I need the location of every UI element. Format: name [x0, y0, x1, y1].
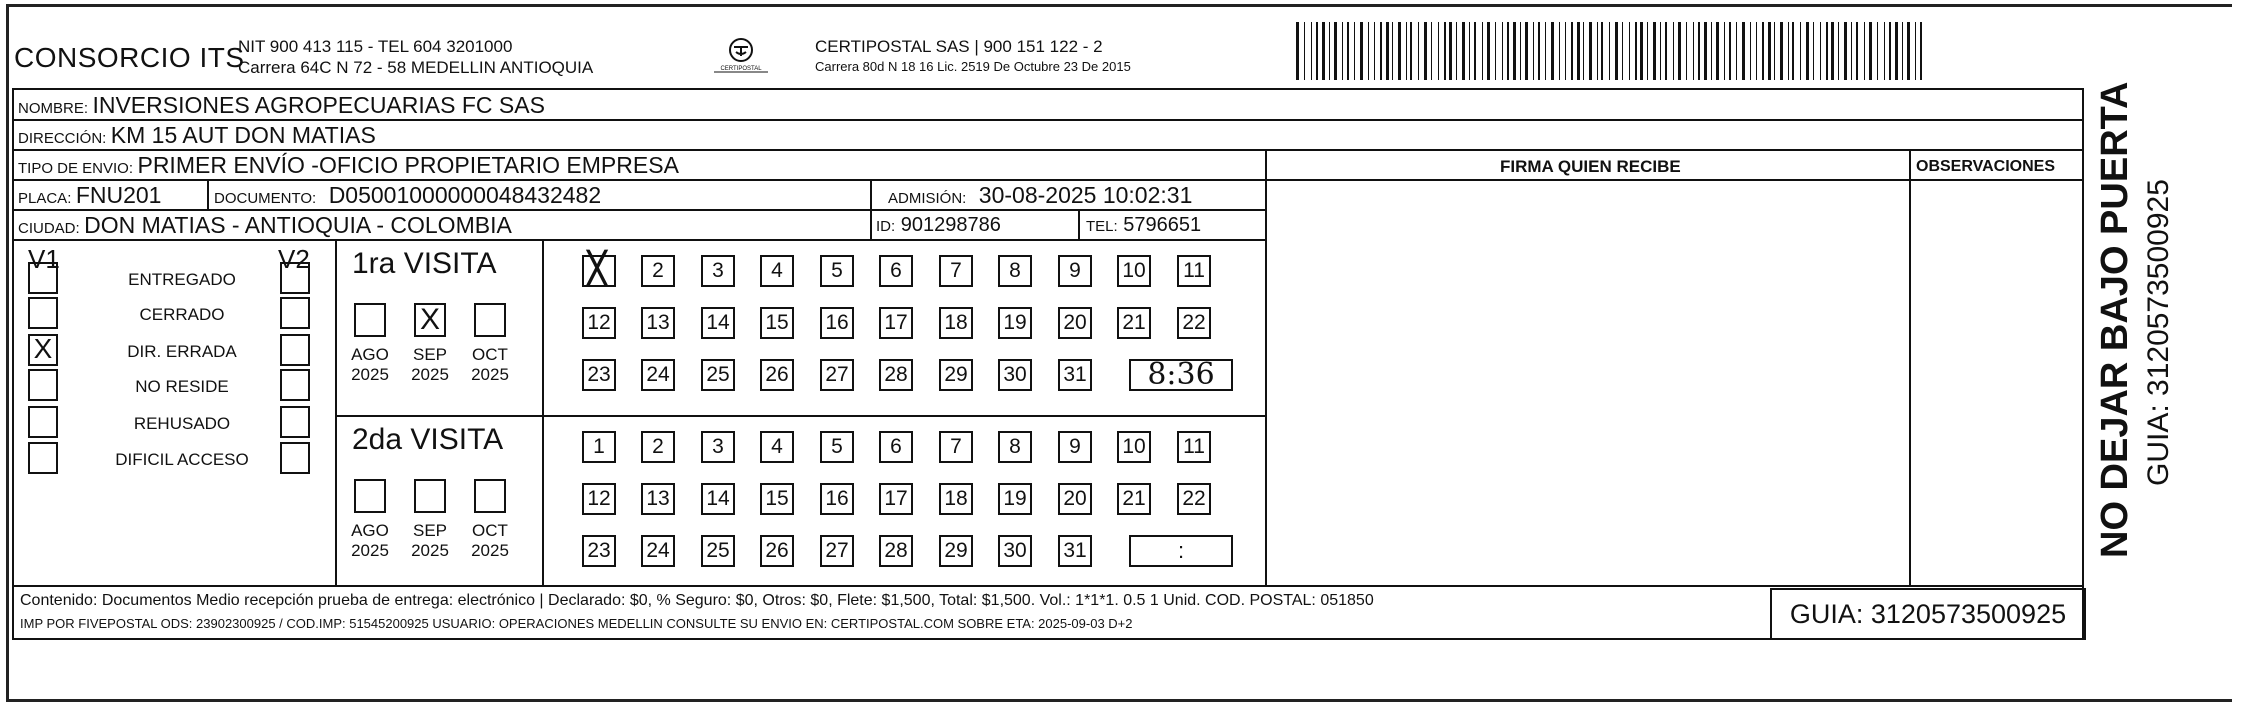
status-v1-checkbox[interactable]: [28, 442, 58, 474]
day-box[interactable]: 10: [1117, 431, 1151, 463]
day-box[interactable]: 31: [1058, 359, 1092, 391]
status-v2-checkbox[interactable]: [280, 334, 310, 366]
status-label: DIR. ERRADA: [127, 342, 237, 361]
status-v2-checkbox[interactable]: [280, 369, 310, 401]
status-label: NO RESIDE: [135, 377, 229, 396]
barcode: [1296, 22, 1932, 80]
day-box[interactable]: 2: [641, 255, 675, 287]
month-caption: [464, 345, 516, 385]
month-year: 2025: [471, 541, 509, 560]
visit-time-box[interactable]: 8:36: [1129, 359, 1233, 391]
status-label: REHUSADO: [133, 414, 231, 433]
day-box[interactable]: 15: [760, 483, 794, 515]
month-year: 2025: [351, 365, 389, 384]
status-v1-checkbox[interactable]: [28, 406, 58, 438]
direccion-label: DIRECCIÓN:: [18, 130, 107, 147]
no-dejar-bajo-puerta: NO DEJAR BAJO PUERTA: [2094, 81, 2136, 558]
month-checkbox[interactable]: [414, 479, 446, 513]
day-box[interactable]: 28: [879, 359, 913, 391]
day-box[interactable]: 13: [641, 307, 675, 339]
day-box[interactable]: 21: [1117, 307, 1151, 339]
day-box[interactable]: 12: [582, 307, 616, 339]
admision-row: [888, 181, 1192, 213]
direccion-row: [18, 121, 376, 153]
visit-title: 2da VISITA: [352, 423, 504, 456]
status-v2-checkbox[interactable]: [280, 442, 310, 474]
month-checkbox[interactable]: [474, 479, 506, 513]
tipo-envio-value: PRIMER ENVÍO -OFICIO PROPIETARIO EMPRESA: [137, 152, 679, 178]
day-box[interactable]: 2: [641, 431, 675, 463]
company-name: CONSORCIO ITS: [14, 42, 245, 73]
status-v2-checkbox[interactable]: [280, 297, 310, 329]
month-label: AGO: [351, 345, 389, 364]
day-box[interactable]: 29: [939, 359, 973, 391]
day-box[interactable]: 24: [641, 359, 675, 391]
month-caption: [464, 521, 516, 561]
day-box[interactable]: 26: [760, 535, 794, 567]
day-box[interactable]: 5: [820, 255, 854, 287]
id-value: 901298786: [900, 214, 1001, 236]
month-year: 2025: [471, 365, 509, 384]
v2-label: V2: [278, 244, 310, 274]
certipostal-logo: [706, 36, 776, 80]
status-v2-checkbox[interactable]: [280, 262, 310, 294]
day-box[interactable]: 3: [701, 255, 735, 287]
nombre-label: NOMBRE:: [18, 100, 89, 117]
documento-label: DOCUMENTO:: [214, 190, 317, 207]
tel-value: 5796651: [1123, 214, 1202, 236]
day-box[interactable]: 24: [641, 535, 675, 567]
day-box[interactable]: 9: [1058, 431, 1092, 463]
day-box[interactable]: 31: [1058, 535, 1092, 567]
visit-time-box[interactable]: :: [1129, 535, 1233, 567]
day-box[interactable]: 22: [1177, 307, 1211, 339]
month-label: SEP: [412, 345, 448, 364]
day-box[interactable]: 17: [879, 307, 913, 339]
month-label: AGO: [351, 521, 389, 540]
tipo-envio-row: [18, 151, 679, 183]
firma-label: FIRMA QUIEN RECIBE: [1500, 157, 1681, 176]
day-box[interactable]: 18: [939, 483, 973, 515]
day-box[interactable]: 3: [701, 431, 735, 463]
status-v2-checkbox[interactable]: [280, 406, 310, 438]
month-year: 2025: [351, 541, 389, 560]
status-v1-checkbox[interactable]: [28, 369, 58, 401]
documento-value: D05001000000048432482: [328, 182, 602, 208]
id-row: [876, 211, 1001, 241]
footer-imp-line: IMP POR FIVEPOSTAL ODS: 23902300925 / COD.IMP: 51545200925 USUARIO: OPERACIONES MEDELLIN CONSULTE SU ENVIO EN: CERTIPOSTAL.COM SOBRE ETA: 2025-09-03 D+2: [20, 616, 1133, 631]
day-box[interactable]: 16: [820, 307, 854, 339]
day-box[interactable]: 6: [879, 431, 913, 463]
day-box[interactable]: [582, 252, 616, 287]
day-mark: ╳: [588, 252, 607, 285]
day-box[interactable]: 11: [1177, 431, 1211, 463]
admision-value: 30-08-2025 10:02:31: [978, 182, 1193, 208]
side-notice: [2090, 81, 2240, 566]
direccion-value: KM 15 AUT DON MATIAS: [110, 122, 376, 148]
documento-row: [214, 181, 601, 213]
delivery-form: [12, 88, 2084, 640]
month-year: 2025: [411, 541, 449, 560]
day-box[interactable]: 20: [1058, 483, 1092, 515]
day-box[interactable]: 23: [582, 359, 616, 391]
day-box[interactable]: 8: [998, 255, 1032, 287]
month-label: OCT: [472, 345, 508, 364]
footer-contenido: Contenido: Documentos Medio recepción prueba de entrega: electrónico | Declarado: $0, % Seguro: $0, Otros: $0, Flete: $1,500, Total: $1,500. Vol.: 1*1*1. 0.5 1 Unid. COD. POSTAL: 051850: [20, 592, 1374, 609]
month-caption: [404, 345, 456, 385]
observaciones-label: OBSERVACIONES: [1916, 158, 2055, 175]
day-box[interactable]: 19: [998, 307, 1032, 339]
month-caption: [344, 345, 396, 385]
day-box[interactable]: 6: [879, 255, 913, 287]
placa-row: [18, 181, 161, 213]
day-box[interactable]: 7: [939, 431, 973, 463]
day-box[interactable]: 25: [701, 359, 735, 391]
month-checkbox[interactable]: [354, 479, 386, 513]
day-box[interactable]: 7: [939, 255, 973, 287]
day-box[interactable]: 14: [701, 483, 735, 515]
v1-label: V1: [28, 244, 60, 274]
status-v1-checkbox[interactable]: [28, 297, 58, 329]
id-label: ID:: [876, 218, 896, 235]
ciudad-value: DON MATIAS - ANTIOQUIA - COLOMBIA: [84, 212, 512, 238]
month-year: 2025: [411, 365, 449, 384]
nombre-row: [18, 91, 545, 123]
status-v1-checkbox[interactable]: X: [28, 334, 58, 366]
day-box[interactable]: 27: [820, 359, 854, 391]
day-box[interactable]: 30: [998, 359, 1032, 391]
month-checkbox[interactable]: [354, 303, 386, 337]
placa-label: PLACA:: [18, 190, 72, 207]
month-caption: [404, 521, 456, 561]
company-address: Carrera 64C N 72 - 58 MEDELLIN ANTIOQUIA: [238, 58, 594, 77]
guia-box: GUIA: 3120573500925: [1770, 588, 2086, 640]
day-box[interactable]: 19: [998, 483, 1032, 515]
placa-value: FNU201: [75, 182, 162, 208]
day-box[interactable]: 15: [760, 307, 794, 339]
ciudad-row: [18, 211, 512, 243]
day-box[interactable]: 22: [1177, 483, 1211, 515]
day-box[interactable]: 21: [1117, 483, 1151, 515]
month-caption: [344, 521, 396, 561]
month-checkbox[interactable]: [474, 303, 506, 337]
day-box[interactable]: 8: [998, 431, 1032, 463]
certipostal-line1: CERTIPOSTAL SAS | 900 151 122 - 2: [815, 37, 1103, 56]
nombre-value: INVERSIONES AGROPECUARIAS FC SAS: [92, 92, 545, 118]
day-box[interactable]: 23: [582, 535, 616, 567]
day-box[interactable]: 11: [1177, 255, 1211, 287]
day-box[interactable]: 5: [820, 431, 854, 463]
certipostal-line2: Carrera 80d N 18 16 Lic. 2519 De Octubre 23 De 2015: [815, 59, 1131, 74]
status-label: DIFICIL ACCESO: [115, 450, 249, 469]
day-box[interactable]: 27: [820, 535, 854, 567]
day-box[interactable]: 9: [1058, 255, 1092, 287]
day-box[interactable]: 1: [582, 431, 616, 463]
day-box[interactable]: 25: [701, 535, 735, 567]
status-label: CERRADO: [139, 305, 225, 324]
day-box[interactable]: 26: [760, 359, 794, 391]
day-box[interactable]: 12: [582, 483, 616, 515]
admision-label: ADMISIÓN:: [888, 190, 967, 207]
day-box[interactable]: 30: [998, 535, 1032, 567]
visit-title: 1ra VISITA: [352, 247, 497, 280]
day-box[interactable]: 17: [879, 483, 913, 515]
ciudad-label: CIUDAD:: [18, 220, 80, 237]
month-checkbox[interactable]: X: [414, 303, 446, 337]
status-label: ENTREGADO: [128, 270, 236, 289]
day-box[interactable]: 10: [1117, 255, 1151, 287]
side-guia: GUIA: 3120573500925: [2142, 179, 2175, 486]
day-box[interactable]: 18: [939, 307, 973, 339]
day-box[interactable]: 16: [820, 483, 854, 515]
logo-text: CERTIPOSTAL: [720, 66, 762, 72]
day-box[interactable]: 4: [760, 431, 794, 463]
day-box[interactable]: 13: [641, 483, 675, 515]
company-nit: NIT 900 413 115 - TEL 604 3201000: [238, 37, 513, 56]
day-box[interactable]: 28: [879, 535, 913, 567]
tel-label: TEL:: [1086, 218, 1118, 235]
month-label: SEP: [412, 521, 448, 540]
tel-row: [1086, 211, 1201, 241]
day-box[interactable]: 14: [701, 307, 735, 339]
day-box[interactable]: 20: [1058, 307, 1092, 339]
month-label: OCT: [472, 521, 508, 540]
day-box[interactable]: 29: [939, 535, 973, 567]
status-v1-checkbox[interactable]: [28, 262, 58, 294]
day-box[interactable]: 4: [760, 255, 794, 287]
tipo-envio-label: TIPO DE ENVIO:: [18, 160, 134, 177]
